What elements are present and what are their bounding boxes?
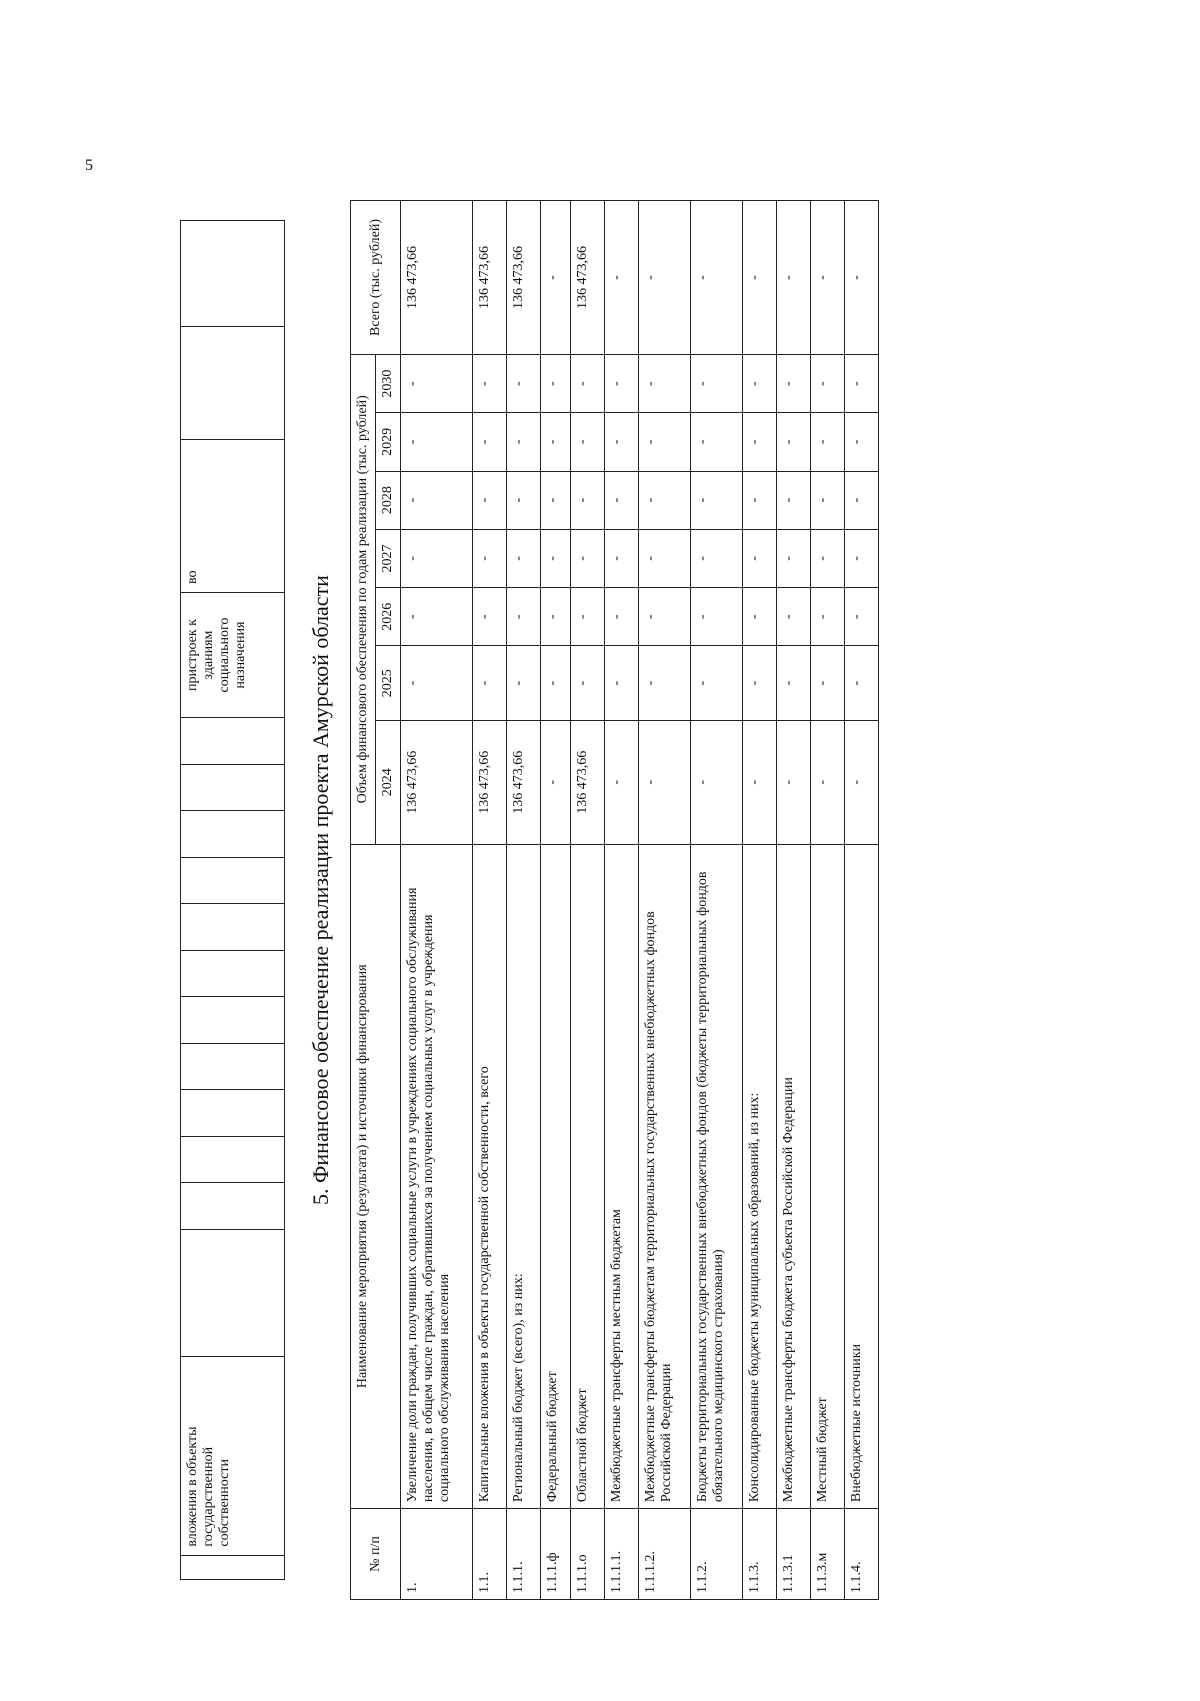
row-total: - — [845, 201, 879, 355]
row-year-value: - — [571, 646, 605, 721]
row-year-value: - — [691, 354, 743, 412]
row-code: 1.1. — [473, 1509, 507, 1600]
row-total: - — [541, 201, 571, 355]
row-code: 1.1.4. — [845, 1509, 879, 1600]
row-year-value: - — [811, 471, 845, 529]
row-year-value: - — [639, 471, 691, 529]
previous-table-cell: пристроек к зданиям социального назначения — [181, 592, 285, 717]
table-row — [401, 201, 473, 1600]
table-row — [571, 201, 605, 1600]
row-year-value: - — [507, 646, 541, 721]
header-total: Всего (тыс. рублей) — [351, 201, 401, 355]
row-year-value: - — [541, 588, 571, 646]
row-year-value: - — [639, 529, 691, 587]
row-name: Консолидированные бюджеты муниципальных образований, из них: — [743, 844, 777, 1509]
document-page — [85, 157, 1110, 1610]
row-year-value: - — [811, 354, 845, 412]
row-year-value: - — [473, 646, 507, 721]
row-year-value: - — [691, 720, 743, 844]
row-year-value: - — [639, 646, 691, 721]
table-row — [691, 201, 743, 1600]
row-total: 136 473,66 — [571, 201, 605, 355]
row-year-value: - — [571, 529, 605, 587]
row-year-value: - — [845, 588, 879, 646]
row-year-value: - — [845, 471, 879, 529]
row-year-value: - — [811, 413, 845, 471]
row-total: - — [691, 201, 743, 355]
row-code: 1.1.1. — [507, 1509, 541, 1600]
table-row — [811, 201, 845, 1600]
row-year-value: - — [845, 529, 879, 587]
row-year-value: - — [691, 413, 743, 471]
row-total: 136 473,66 — [401, 201, 473, 355]
row-year-value: - — [743, 720, 777, 844]
row-total: - — [639, 201, 691, 355]
row-year-value: - — [777, 354, 811, 412]
row-year-value: - — [507, 354, 541, 412]
table-row — [473, 201, 507, 1600]
row-total: 136 473,66 — [473, 201, 507, 355]
row-year-value: - — [743, 588, 777, 646]
row-year-value: - — [507, 471, 541, 529]
row-code: 1.1.1.ф — [541, 1509, 571, 1600]
row-year-value: - — [845, 413, 879, 471]
row-year-value: - — [541, 646, 571, 721]
table-row — [507, 201, 541, 1600]
row-year-value: - — [639, 413, 691, 471]
row-name: Увеличение доли граждан, получивших социальные услуги в учреждениях социального обслуживания населения, в общем числе граждан, обратившихся за получением социальных услуг в учреждения социального обслуживания населения — [401, 844, 473, 1509]
row-year-value: 136 473,66 — [507, 720, 541, 844]
row-year-value: - — [571, 413, 605, 471]
financing-table — [350, 200, 879, 1600]
row-name: Региональный бюджет (всего), из них: — [507, 844, 541, 1509]
row-year-value: - — [473, 413, 507, 471]
row-name: Областной бюджет — [571, 844, 605, 1509]
row-year-value: - — [605, 354, 639, 412]
row-year-value: - — [605, 588, 639, 646]
header-year: 2027 — [376, 529, 401, 587]
row-year-value: - — [811, 529, 845, 587]
table-row — [743, 201, 777, 1600]
row-year-value: - — [845, 646, 879, 721]
row-year-value: - — [401, 471, 473, 529]
row-code: 1.1.1.о — [571, 1509, 605, 1600]
row-year-value: - — [473, 471, 507, 529]
row-year-value: - — [691, 471, 743, 529]
row-year-value: - — [811, 646, 845, 721]
row-code: 1.1.1.2. — [639, 1509, 691, 1600]
row-name: Межбюджетные трансферты бюджетам территориальных государственных внебюджетных фондов Российской Федерации — [639, 844, 691, 1509]
row-year-value: - — [777, 413, 811, 471]
row-name: Бюджеты территориальных государственных внебюджетных фондов (бюджеты территориальных фондов обязательного медицинского страхования) — [691, 844, 743, 1509]
table-row — [541, 201, 571, 1600]
row-year-value: - — [743, 354, 777, 412]
row-year-value: - — [777, 646, 811, 721]
row-year-value: - — [401, 413, 473, 471]
row-year-value: - — [845, 354, 879, 412]
row-total: - — [743, 201, 777, 355]
row-year-value: - — [605, 646, 639, 721]
row-year-value: - — [401, 529, 473, 587]
row-year-value: - — [507, 588, 541, 646]
row-total: - — [811, 201, 845, 355]
row-year-value: - — [507, 413, 541, 471]
row-year-value: - — [541, 471, 571, 529]
row-code: 1.1.2. — [691, 1509, 743, 1600]
row-code: 1.1.1.1. — [605, 1509, 639, 1600]
header-year: 2028 — [376, 471, 401, 529]
section-title: 5. Финансовое обеспечение реализации проекта Амурской области — [308, 575, 333, 1205]
row-year-value: - — [605, 529, 639, 587]
table-row — [845, 201, 879, 1600]
row-name: Местный бюджет — [811, 844, 845, 1509]
row-year-value: - — [541, 529, 571, 587]
row-name: Капитальные вложения в объекты государственной собственности, всего — [473, 844, 507, 1509]
row-code: 1.1.3. — [743, 1509, 777, 1600]
row-year-value: - — [691, 588, 743, 646]
row-year-value: - — [743, 529, 777, 587]
previous-table-fragment — [180, 220, 285, 1580]
header-volume: Объем финансового обеспечения по годам реализации (тыс. рублей) — [351, 354, 376, 844]
row-year-value: - — [691, 646, 743, 721]
row-code: 1.1.3.1 — [777, 1509, 811, 1600]
row-year-value: - — [845, 720, 879, 844]
row-year-value: - — [571, 588, 605, 646]
row-year-value: - — [401, 354, 473, 412]
header-row — [351, 201, 376, 1600]
row-year-value: - — [401, 646, 473, 721]
row-name: Внебюджетные источники — [845, 844, 879, 1509]
row-year-value: 136 473,66 — [401, 720, 473, 844]
row-total: 136 473,66 — [507, 201, 541, 355]
row-total: - — [605, 201, 639, 355]
row-year-value: - — [639, 354, 691, 412]
row-code: 1.1.3.м — [811, 1509, 845, 1600]
header-year: 2024 — [376, 720, 401, 844]
row-year-value: - — [639, 588, 691, 646]
row-year-value: - — [691, 529, 743, 587]
row-year-value: - — [605, 413, 639, 471]
row-year-value: - — [777, 720, 811, 844]
row-year-value: - — [401, 588, 473, 646]
row-year-value: - — [743, 646, 777, 721]
row-year-value: - — [473, 588, 507, 646]
previous-table-row — [181, 221, 285, 1580]
header-num: № п/п — [351, 1509, 401, 1600]
row-year-value: 136 473,66 — [473, 720, 507, 844]
row-year-value: - — [541, 413, 571, 471]
header-year: 2029 — [376, 413, 401, 471]
row-name: Межбюджетные трансферты бюджета субъекта Российской Федерации — [777, 844, 811, 1509]
row-year-value: - — [473, 354, 507, 412]
row-total: - — [777, 201, 811, 355]
row-year-value: - — [777, 588, 811, 646]
row-year-value: - — [473, 529, 507, 587]
row-year-value: - — [811, 720, 845, 844]
row-year-value: - — [541, 354, 571, 412]
row-year-value: - — [571, 471, 605, 529]
previous-table-cell: во — [181, 439, 285, 592]
row-year-value: 136 473,66 — [571, 720, 605, 844]
row-year-value: - — [743, 471, 777, 529]
row-year-value: - — [743, 413, 777, 471]
row-name: Федеральный бюджет — [541, 844, 571, 1509]
table-row — [777, 201, 811, 1600]
table-body — [401, 201, 879, 1600]
header-name: Наименование мероприятия (результата) и источники финансирования — [351, 844, 401, 1509]
row-year-value: - — [811, 588, 845, 646]
row-year-value: - — [605, 720, 639, 844]
row-year-value: - — [639, 720, 691, 844]
row-year-value: - — [777, 471, 811, 529]
previous-table-cell: вложения в объекты государственной собственности — [181, 1357, 285, 1555]
row-year-value: - — [571, 354, 605, 412]
header-year: 2026 — [376, 588, 401, 646]
row-year-value: - — [605, 471, 639, 529]
row-year-value: - — [507, 529, 541, 587]
row-year-value: - — [541, 720, 571, 844]
row-year-value: - — [777, 529, 811, 587]
table-row — [605, 201, 639, 1600]
row-name: Межбюджетные трансферты местным бюджетам — [605, 844, 639, 1509]
header-year: 2030 — [376, 354, 401, 412]
header-year: 2025 — [376, 646, 401, 721]
page-number: 5 — [85, 157, 93, 174]
table-row — [639, 201, 691, 1600]
row-code: 1. — [401, 1509, 473, 1600]
